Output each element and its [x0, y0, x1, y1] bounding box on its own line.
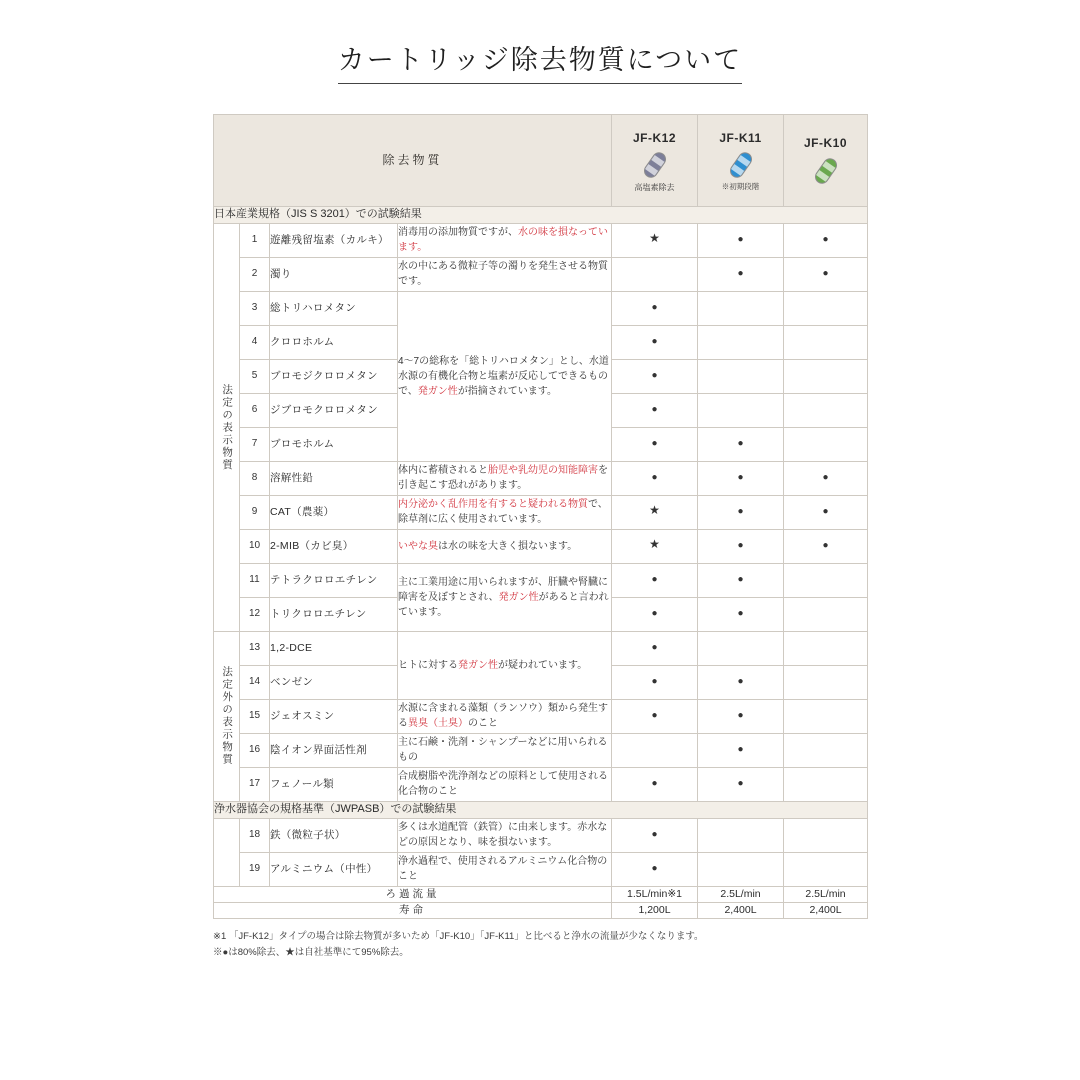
removal-substance-table	[213, 114, 868, 919]
footer-label: 寿命	[214, 903, 612, 919]
mark-jf-k11	[698, 818, 784, 852]
substance-name: トリクロロエチレン	[270, 597, 398, 631]
substance-description: 主に石鹸・洗剤・シャンプーなどに用いられるもの	[398, 733, 612, 767]
mark-jf-k11: ●	[698, 733, 784, 767]
section-band-label: 日本産業規格（JIS S 3201）での試験結果	[214, 207, 868, 224]
mark-jf-k12: ●	[612, 631, 698, 665]
footer-value: 2.5L/min	[784, 886, 868, 902]
mark-jf-k11: ●	[698, 767, 784, 801]
mark-jf-k12: ●	[612, 699, 698, 733]
mark-jf-k12: ●	[612, 291, 698, 325]
product-name: JF-K12	[633, 130, 677, 145]
substance-number: 15	[240, 699, 270, 733]
substance-number: 11	[240, 563, 270, 597]
substance-name: クロロホルム	[270, 325, 398, 359]
table-row	[214, 291, 868, 325]
substance-number: 10	[240, 529, 270, 563]
mark-jf-k12: ●	[612, 665, 698, 699]
substance-description: 内分泌かく乱作用を有すると疑われる物質で、除草剤に広く使用されています。	[398, 495, 612, 529]
substance-name: アルミニウム（中性）	[270, 852, 398, 886]
mark-jf-k12: ●	[612, 852, 698, 886]
mark-jf-k10	[784, 359, 868, 393]
substance-number: 2	[240, 257, 270, 291]
mark-jf-k10	[784, 597, 868, 631]
mark-jf-k10	[784, 291, 868, 325]
mark-jf-k10	[784, 563, 868, 597]
mark-jf-k11	[698, 325, 784, 359]
substance-name: 遊離残留塩素（カルキ）	[270, 223, 398, 257]
header-substance-label: 除去物質	[214, 115, 612, 207]
substance-name: テトラクロロエチレン	[270, 563, 398, 597]
substance-description: 体内に蓄積されると胎児や乳幼児の知能障害を引き起こす恐れがあります。	[398, 461, 612, 495]
substance-number: 9	[240, 495, 270, 529]
footer-row	[214, 903, 868, 919]
mark-jf-k11	[698, 359, 784, 393]
substance-number: 1	[240, 223, 270, 257]
section-side-label: 法定の表示物質	[214, 223, 240, 631]
page-title: カートリッジ除去物質について	[338, 38, 742, 84]
mark-jf-k10	[784, 665, 868, 699]
footnote-2: ※●は80%除去、★は自社基準にて95%除去。	[213, 947, 409, 959]
substance-description: 浄水過程で、使用されるアルミニウム化合物のこと	[398, 852, 612, 886]
product-note: 高塩素除去	[634, 182, 675, 192]
table-row	[214, 767, 868, 801]
table-row	[214, 257, 868, 291]
substance-name: ブロモホルム	[270, 427, 398, 461]
mark-jf-k11: ●	[698, 223, 784, 257]
mark-jf-k10: ●	[784, 461, 868, 495]
mark-jf-k11: ●	[698, 563, 784, 597]
mark-jf-k10	[784, 852, 868, 886]
mark-jf-k10: ●	[784, 495, 868, 529]
substance-description: 水の中にある微粒子等の濁りを発生させる物質です。	[398, 257, 612, 291]
cartridge-icon	[726, 150, 756, 180]
substance-number: 18	[240, 818, 270, 852]
substance-number: 7	[240, 427, 270, 461]
mark-jf-k12: ●	[612, 325, 698, 359]
substance-name: 鉄（微粒子状）	[270, 818, 398, 852]
substance-number: 8	[240, 461, 270, 495]
product-column-header-jf-k11	[698, 115, 784, 207]
footnotes	[213, 929, 867, 961]
substance-name: ブロモジクロロメタン	[270, 359, 398, 393]
section-band-row	[214, 207, 868, 224]
table-row	[214, 529, 868, 563]
substance-name: CAT（農薬）	[270, 495, 398, 529]
table-body	[214, 115, 868, 919]
mark-jf-k10	[784, 733, 868, 767]
substance-name: 陰イオン界面活性剤	[270, 733, 398, 767]
cartridge-icon	[640, 150, 670, 180]
substance-number: 17	[240, 767, 270, 801]
mark-jf-k12: ★	[612, 223, 698, 257]
section-band-label: 浄水器協会の規格基準（JWPASB）での試験結果	[214, 801, 868, 818]
section-band-row	[214, 801, 868, 818]
section-side-label-empty	[214, 818, 240, 886]
substance-description: ヒトに対する発ガン性が疑われています。	[398, 631, 612, 699]
table-row	[214, 563, 868, 597]
mark-jf-k12: ●	[612, 359, 698, 393]
mark-jf-k12	[612, 733, 698, 767]
mark-jf-k11: ●	[698, 495, 784, 529]
product-name: JF-K10	[804, 136, 848, 151]
table-row	[214, 818, 868, 852]
substance-description: 合成樹脂や洗浄剤などの原料として使用される化合物のこと	[398, 767, 612, 801]
mark-jf-k10	[784, 767, 868, 801]
mark-jf-k10: ●	[784, 529, 868, 563]
table-row	[214, 223, 868, 257]
product-note: ※初期段階	[721, 182, 760, 192]
mark-jf-k10	[784, 818, 868, 852]
table-row	[214, 699, 868, 733]
substance-number: 6	[240, 393, 270, 427]
substance-description: 4～7の総称を「総トリハロメタン」とし、水道水源の有機化合物と塩素が反応してできるもので、発ガン性が指摘されています。	[398, 291, 612, 461]
cartridge-icon	[811, 156, 841, 186]
substance-number: 13	[240, 631, 270, 665]
mark-jf-k11: ●	[698, 529, 784, 563]
mark-jf-k12: ●	[612, 767, 698, 801]
substance-number: 12	[240, 597, 270, 631]
table-row	[214, 852, 868, 886]
mark-jf-k11	[698, 852, 784, 886]
substance-description: 消毒用の添加物質ですが、水の味を損なっています。	[398, 223, 612, 257]
substance-number: 16	[240, 733, 270, 767]
mark-jf-k11	[698, 393, 784, 427]
substance-number: 19	[240, 852, 270, 886]
substance-description: 多くは水道配管（鉄管）に由来します。赤水などの原因となり、味を損ないます。	[398, 818, 612, 852]
footer-value: 2.5L/min	[698, 886, 784, 902]
mark-jf-k11: ●	[698, 427, 784, 461]
mark-jf-k10	[784, 325, 868, 359]
substance-number: 4	[240, 325, 270, 359]
table-row	[214, 461, 868, 495]
table-row	[214, 631, 868, 665]
substance-number: 3	[240, 291, 270, 325]
substance-name: 2-MIB（カビ臭）	[270, 529, 398, 563]
footer-value: 2,400L	[698, 903, 784, 919]
mark-jf-k11: ●	[698, 461, 784, 495]
substance-name: 濁り	[270, 257, 398, 291]
table-row	[214, 733, 868, 767]
substance-number: 14	[240, 665, 270, 699]
mark-jf-k12	[612, 257, 698, 291]
mark-jf-k11	[698, 291, 784, 325]
mark-jf-k12: ★	[612, 529, 698, 563]
mark-jf-k12: ●	[612, 818, 698, 852]
substance-name: 総トリハロメタン	[270, 291, 398, 325]
footer-row	[214, 886, 868, 902]
product-column-header-jf-k10	[784, 115, 868, 207]
product-column-header-jf-k12	[612, 115, 698, 207]
product-name: JF-K11	[719, 130, 762, 145]
page-title-wrap	[0, 0, 1080, 84]
footnote-1: ※1 「JF-K12」タイプの場合は除去物質が多いため「JF-K10」「JF-K11」と比べると浄水の流量が少なくなります。	[213, 931, 704, 943]
substance-name: ジブロモクロロメタン	[270, 393, 398, 427]
footer-value: 1.5L/min※1	[612, 886, 698, 902]
footer-value: 2,400L	[784, 903, 868, 919]
mark-jf-k12: ●	[612, 393, 698, 427]
mark-jf-k11	[698, 631, 784, 665]
substance-name: 溶解性鉛	[270, 461, 398, 495]
mark-jf-k12: ●	[612, 427, 698, 461]
mark-jf-k11: ●	[698, 699, 784, 733]
substance-description: いやな臭は水の味を大きく損ないます。	[398, 529, 612, 563]
mark-jf-k11: ●	[698, 597, 784, 631]
substance-name: 1,2-DCE	[270, 631, 398, 665]
substance-name: ベンゼン	[270, 665, 398, 699]
substance-name: ジェオスミン	[270, 699, 398, 733]
mark-jf-k12: ★	[612, 495, 698, 529]
substance-number: 5	[240, 359, 270, 393]
mark-jf-k10	[784, 699, 868, 733]
table-header-row	[214, 115, 868, 207]
mark-jf-k10	[784, 393, 868, 427]
mark-jf-k12: ●	[612, 597, 698, 631]
mark-jf-k12: ●	[612, 461, 698, 495]
substance-description: 主に工業用途に用いられますが、肝臓や腎臓に障害を及ぼすとされ、発ガン性があると言われています。	[398, 563, 612, 631]
mark-jf-k11: ●	[698, 665, 784, 699]
section-side-label: 法定外の表示物質	[214, 631, 240, 801]
table-row	[214, 495, 868, 529]
mark-jf-k10	[784, 427, 868, 461]
footer-value: 1,200L	[612, 903, 698, 919]
mark-jf-k10	[784, 631, 868, 665]
substance-description: 水源に含まれる藻類（ランソウ）類から発生する異臭（土臭）のこと	[398, 699, 612, 733]
mark-jf-k10: ●	[784, 257, 868, 291]
mark-jf-k12: ●	[612, 563, 698, 597]
removal-substance-table-area	[213, 114, 867, 919]
substance-name: フェノール類	[270, 767, 398, 801]
mark-jf-k10: ●	[784, 223, 868, 257]
footer-label: ろ過流量	[214, 886, 612, 902]
mark-jf-k11: ●	[698, 257, 784, 291]
